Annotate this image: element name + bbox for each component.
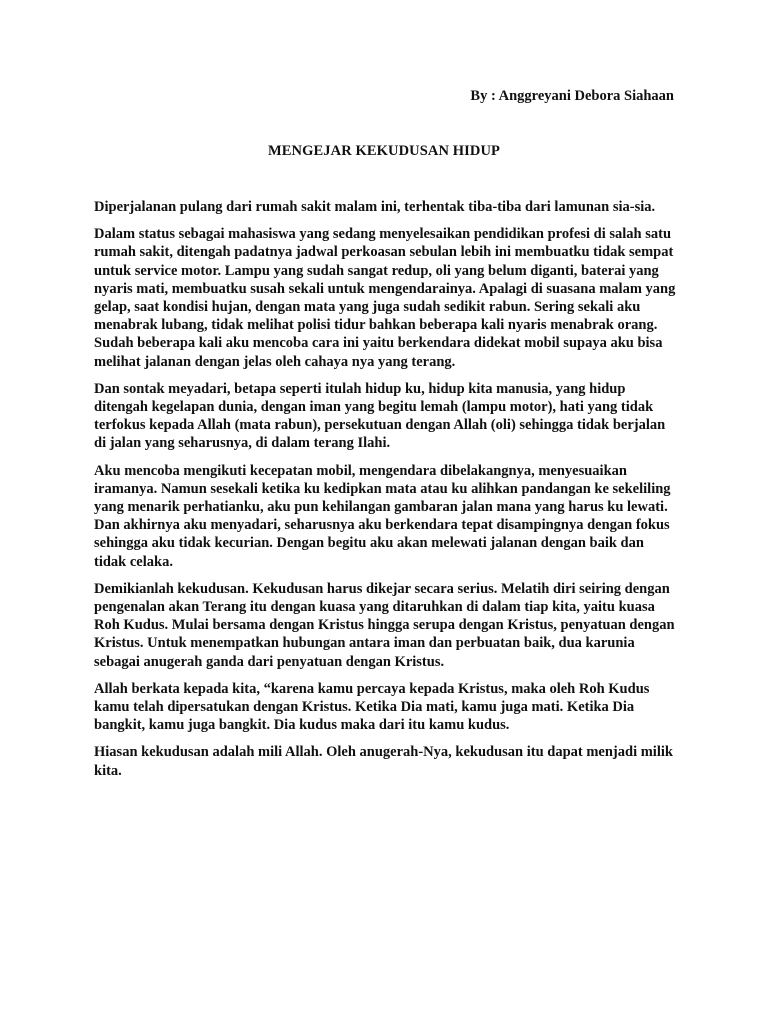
document-title: MENGEJAR KEKUDUSAN HIDUP xyxy=(268,143,500,159)
document-body xyxy=(94,198,676,789)
paragraph-2: Dalam status sebagai mahasiswa yang sedang menyelesaikan pendidikan profesi di salah satu rumah sakit, ditengah padatnya jadwal perkoasan sebulan lebih ini membuatku tidak sempat untuk service motor. Lampu yang sudah sangat redup, oli yang belum diganti, baterai yang nyaris mati, membuatku susah sekali untuk mengendarainya. Apalagi di suasana malam yang gelap, saat kondisi hujan, dengan mata yang juga sudah sedikit rabun. Sering sekali aku menabrak lubang, tidak melihat polisi tidur bahkan beberapa kali nyaris menabrak orang. Sudah beberapa kali aku mencoba cara ini yaitu berkendara didekat mobil supaya aku bisa melihat jalanan dengan jelas oleh cahaya nya yang terang. xyxy=(94,226,676,370)
paragraph-1: Diperjalanan pulang dari rumah sakit malam ini, terhentak tiba-tiba dari lamunan sia-sia. xyxy=(94,199,656,215)
paragraph-6: Allah berkata kepada kita, “karena kamu percaya kepada Kristus, maka oleh Roh Kudus kamu telah dipersatukan dengan Kristus. Ketika Dia mati, kamu juga mati. Ketika Dia bangkit, kamu juga bangkit. Dia kudus maka dari itu kamu kudus. xyxy=(94,680,650,734)
paragraph-3: Dan sontak meyadari, betapa seperti itulah hidup ku, hidup kita manusia, yang hidup ditengah kegelapan dunia, dengan iman yang begitu lemah (lampu motor), hati yang tidak terfokus kepada Allah (mata rabun), persekutuan dengan Allah (oli) sehingga tidak berjalan di jalan yang seharusnya, di dalam terang Ilahi. xyxy=(94,380,666,452)
paragraph-5: Demikianlah kekudusan. Kekudusan harus dikejar secara serius. Melatih diri seiring dengan pengenalan akan Terang itu dengan kuasa yang ditaruhkan di dalam tiap kita, yaitu kuasa Roh Kudus. Mulai bersama dengan Kristus hingga serupa dengan Kristus, penyatuan dengan Kristus. Untuk menempatkan hubungan antara iman dan perbuatan baik, dua karunia sebagai anugerah ganda dari penyatuan dengan Kristus. xyxy=(94,580,675,670)
author-line: By : Anggreyani Debora Siahaan xyxy=(470,88,674,104)
paragraph-7: Hiasan kekudusan adalah mili Allah. Oleh anugerah-Nya, kekudusan itu dapat menjadi milik kita. xyxy=(94,744,673,779)
paragraph-4: Aku mencoba mengikuti kecepatan mobil, mengendara dibelakangnya, menyesuaikan iramanya. Namun sesekali ketika ku kedipkan mata atau ku alihkan pandangan ke sekeliling yang menarik perhatianku, aku pun kehilangan gambaran jalan mana yang harus ku lewati. Dan akhirnya aku menyadari, seharusnya aku berkendara tepat disampingnya dengan fokus sehingga aku tidak kecurian. Dengan begitu aku akan melewati jalanan dengan baik dan tidak celaka. xyxy=(94,462,671,570)
